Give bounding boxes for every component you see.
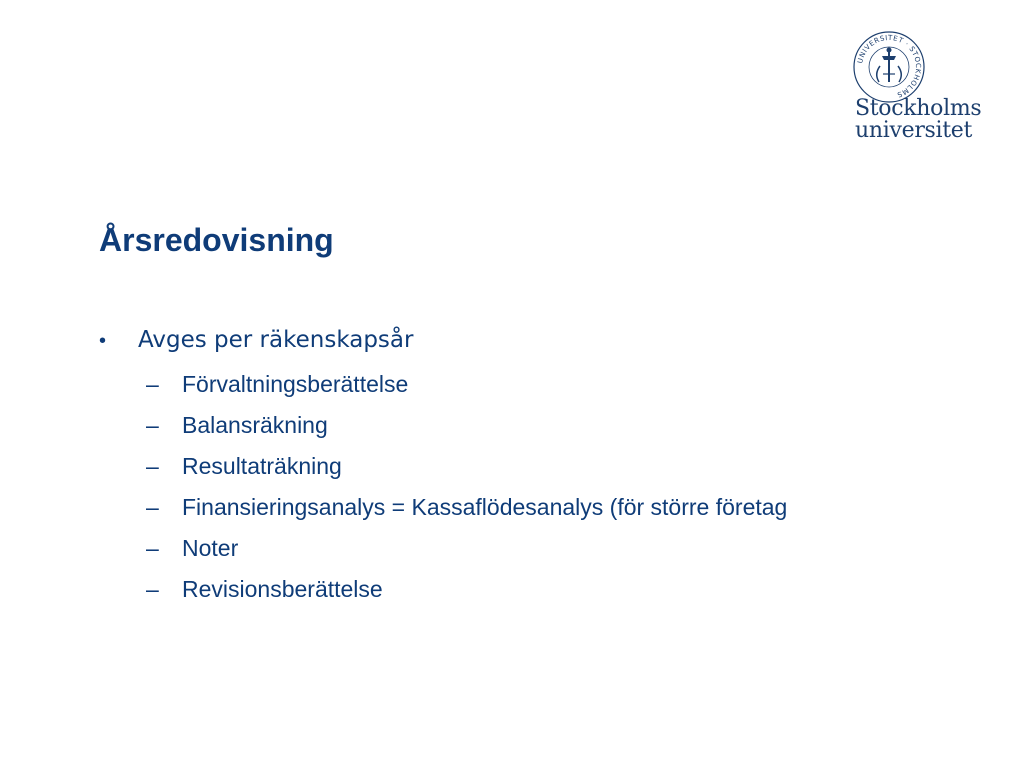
sub-item [146,367,919,401]
dash-marker: – [146,576,159,602]
bullet-text: Avges per räkenskapsår [138,327,414,353]
sub-item-text: Balansräkning [182,412,328,438]
dash-marker: – [146,535,159,561]
sub-item-text: Finansieringsanalys = Kassaflödesanalys (för större företag [182,494,788,520]
sub-item-text: Förvaltningsberättelse [182,371,409,397]
svg-text:UNIVERSITET · STOCKHOLMS: UNIVERSITET · STOCKHOLMS [856,33,923,99]
sub-item-text: Noter [182,535,239,561]
bullet-item [99,323,919,358]
university-seal-icon [852,30,926,104]
sub-item [146,449,919,483]
wordmark-line-2: universitet [855,118,973,143]
sub-item-text: Resultaträkning [182,453,342,479]
sub-item [146,572,919,606]
dash-marker: – [146,494,159,520]
slide-title: Årsredovisning [99,222,334,258]
dash-marker: – [146,371,159,397]
dash-marker: – [146,453,159,479]
sub-item [146,408,919,442]
slide-content [99,323,919,613]
sub-bullet-list [99,367,919,606]
bullet-marker: • [99,330,107,352]
sub-item [146,490,919,524]
university-logo [850,30,990,145]
sub-item-text: Revisionsberättelse [182,576,383,602]
sub-item [146,531,919,565]
wordmark-line-1: Stockholms [855,96,982,121]
university-wordmark [855,98,981,142]
dash-marker: – [146,412,159,438]
